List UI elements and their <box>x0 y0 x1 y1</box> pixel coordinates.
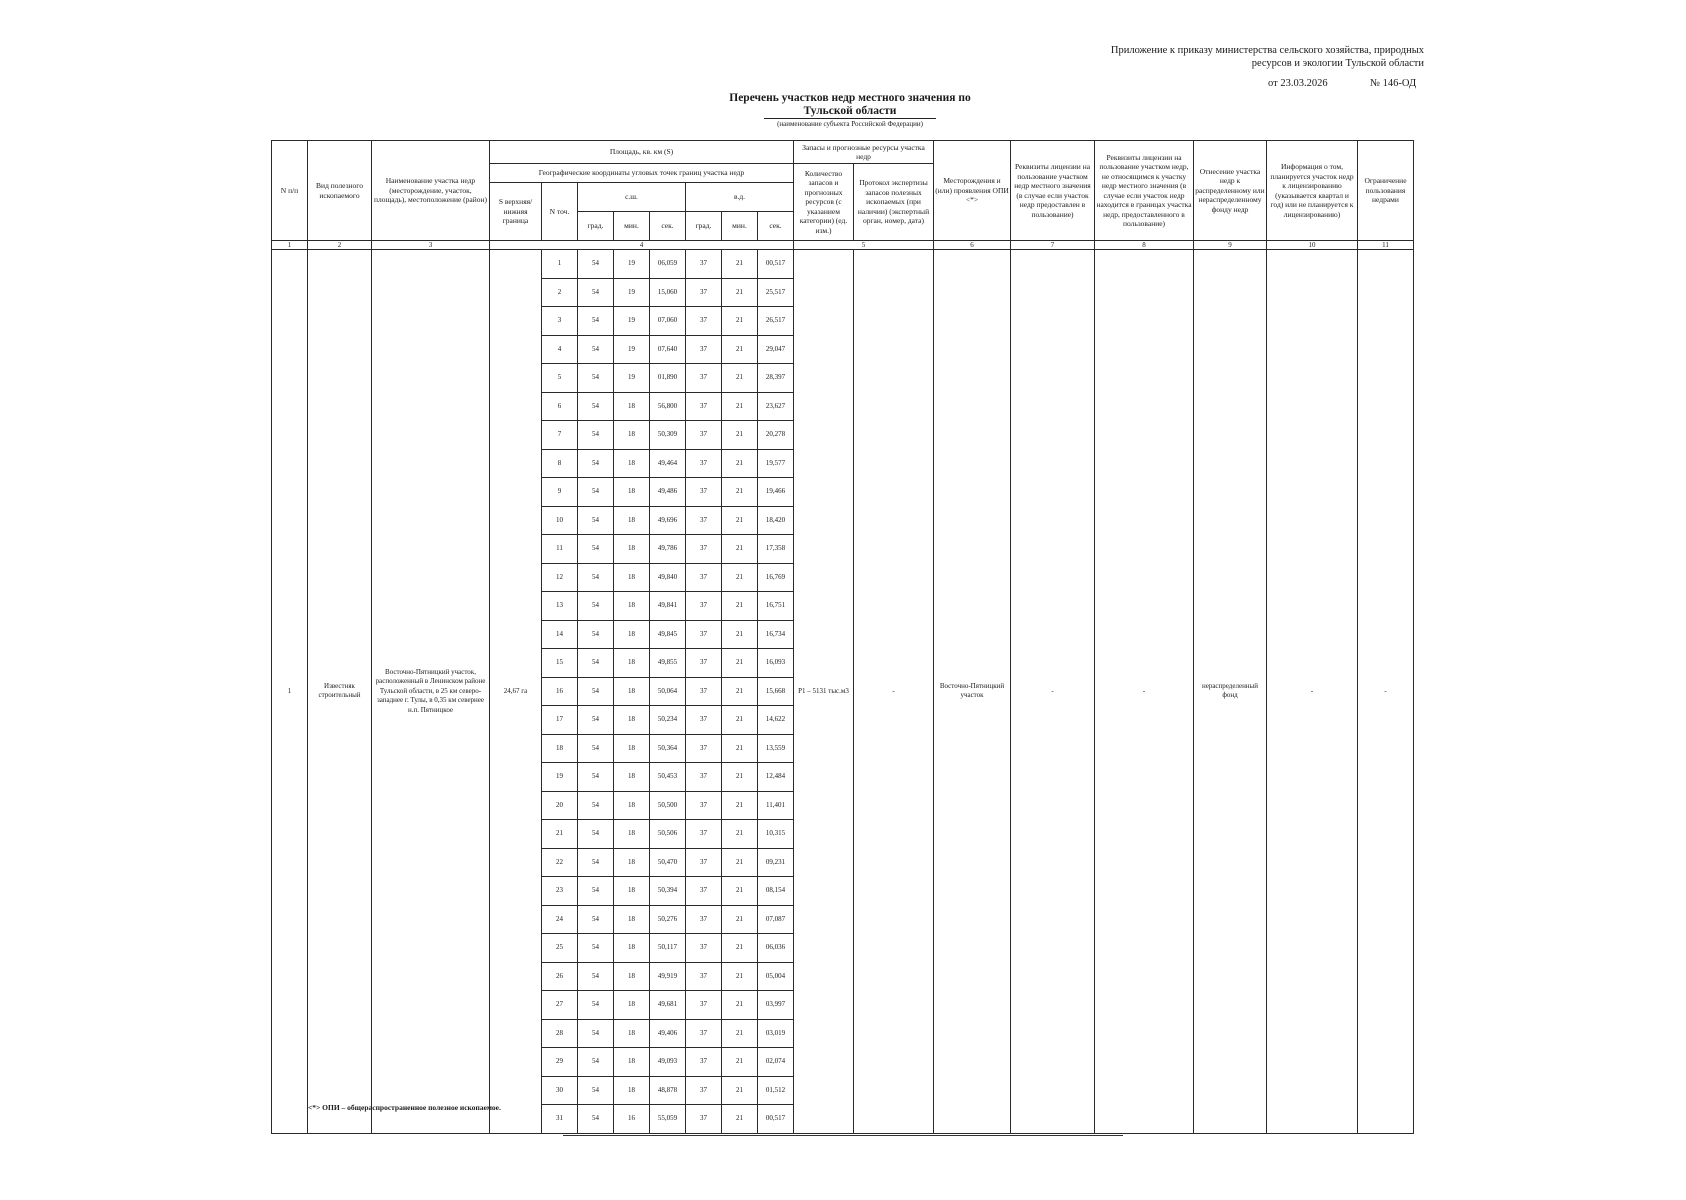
header-north-deg: град. <box>578 212 614 241</box>
point-number: 25 <box>542 934 578 963</box>
lon-sec: 19,466 <box>758 478 794 507</box>
lat-sec: 50,506 <box>650 820 686 849</box>
lon-deg: 37 <box>686 877 722 906</box>
record-deposits: Восточно-Пятницкий участок <box>934 250 1011 1134</box>
lat-sec: 49,486 <box>650 478 686 507</box>
lon-sec: 05,004 <box>758 962 794 991</box>
header-license-req: Реквизиты лицензии на пользование участком недр местного значения (в случае если участок недр предоставлен в пользование) <box>1011 141 1095 241</box>
lon-sec: 16,734 <box>758 620 794 649</box>
lon-sec: 13,559 <box>758 734 794 763</box>
point-number: 1 <box>542 250 578 279</box>
appendix-line-2: ресурсов и экологии Тульской области <box>1251 58 1424 69</box>
lon-deg: 37 <box>686 649 722 678</box>
lon-deg: 37 <box>686 763 722 792</box>
lon-sec: 01,512 <box>758 1076 794 1105</box>
header-fund: Отнесение участка недр к распределенному или нераспределенному фонду недр <box>1194 141 1267 241</box>
column-number: 1 <box>272 241 308 250</box>
lat-sec: 50,470 <box>650 848 686 877</box>
lat-sec: 49,855 <box>650 649 686 678</box>
point-number: 11 <box>542 535 578 564</box>
lat-deg: 54 <box>578 620 614 649</box>
lon-min: 21 <box>722 1076 758 1105</box>
point-number: 10 <box>542 506 578 535</box>
lat-min: 18 <box>614 848 650 877</box>
lat-deg: 54 <box>578 848 614 877</box>
lon-deg: 37 <box>686 307 722 336</box>
point-number: 28 <box>542 1019 578 1048</box>
lon-sec: 11,401 <box>758 791 794 820</box>
lon-sec: 03,997 <box>758 991 794 1020</box>
column-number: 2 <box>308 241 372 250</box>
order-number: № 146-ОД <box>1370 78 1417 89</box>
lon-sec: 14,622 <box>758 706 794 735</box>
column-number: 4 <box>490 241 794 250</box>
lat-sec: 48,878 <box>650 1076 686 1105</box>
title-line: Перечень участков недр местного значения по <box>729 92 971 104</box>
lon-min: 21 <box>722 791 758 820</box>
lat-deg: 54 <box>578 335 614 364</box>
point-number: 18 <box>542 734 578 763</box>
lat-deg: 54 <box>578 877 614 906</box>
lat-min: 18 <box>614 706 650 735</box>
lat-min: 18 <box>614 506 650 535</box>
lat-sec: 50,117 <box>650 934 686 963</box>
lon-sec: 28,397 <box>758 364 794 393</box>
record-protocol: - <box>854 250 934 1134</box>
lat-deg: 54 <box>578 250 614 279</box>
record-info: - <box>1267 250 1358 1134</box>
header-license-req-2: Реквизиты лицензии на пользование участком недр, не относящимся к участку недр местного значения (в случае если участок недр находится в границах участка недр, предоставленного в пользование) <box>1095 141 1194 241</box>
lon-sec: 09,231 <box>758 848 794 877</box>
lon-min: 21 <box>722 335 758 364</box>
column-number: 7 <box>1011 241 1095 250</box>
lon-min: 21 <box>722 278 758 307</box>
lat-sec: 06,059 <box>650 250 686 279</box>
point-number: 15 <box>542 649 578 678</box>
lat-deg: 54 <box>578 535 614 564</box>
lon-min: 21 <box>722 991 758 1020</box>
lon-deg: 37 <box>686 278 722 307</box>
lon-sec: 29,047 <box>758 335 794 364</box>
lat-sec: 49,841 <box>650 592 686 621</box>
lat-sec: 49,919 <box>650 962 686 991</box>
header-reserves: Запасы и прогнозные ресурсы участка недр <box>794 141 934 164</box>
point-number: 29 <box>542 1048 578 1077</box>
lon-deg: 37 <box>686 506 722 535</box>
point-number: 7 <box>542 421 578 450</box>
lat-deg: 54 <box>578 1076 614 1105</box>
header-north-min: мин. <box>614 212 650 241</box>
lat-sec: 49,696 <box>650 506 686 535</box>
lat-min: 18 <box>614 905 650 934</box>
lat-deg: 54 <box>578 791 614 820</box>
lat-min: 18 <box>614 649 650 678</box>
point-number: 5 <box>542 364 578 393</box>
lat-sec: 15,060 <box>650 278 686 307</box>
lon-sec: 10,315 <box>758 820 794 849</box>
point-number: 22 <box>542 848 578 877</box>
lat-deg: 54 <box>578 592 614 621</box>
point-number: 23 <box>542 877 578 906</box>
lat-min: 19 <box>614 250 650 279</box>
header-quantity: Количество запасов и прогнозных ресурсов (с указанием категории) (ед. изм.) <box>794 164 854 241</box>
lon-deg: 37 <box>686 364 722 393</box>
lon-min: 21 <box>722 677 758 706</box>
lat-deg: 54 <box>578 820 614 849</box>
lon-deg: 37 <box>686 820 722 849</box>
lon-sec: 20,278 <box>758 421 794 450</box>
lat-sec: 49,093 <box>650 1048 686 1077</box>
record-restriction: - <box>1358 250 1414 1134</box>
header-info: Информация о том, планируется участок недр к лицензированию (указывается квартал и год) или не планируется к лицензированию) <box>1267 141 1358 241</box>
lat-deg: 54 <box>578 763 614 792</box>
lon-min: 21 <box>722 905 758 934</box>
lat-sec: 50,064 <box>650 677 686 706</box>
column-number: 3 <box>372 241 490 250</box>
lon-min: 21 <box>722 250 758 279</box>
lat-sec: 49,464 <box>650 449 686 478</box>
lat-deg: 54 <box>578 421 614 450</box>
subsoil-sites-table <box>271 140 1414 1134</box>
point-number: 21 <box>542 820 578 849</box>
point-number: 3 <box>542 307 578 336</box>
lat-deg: 54 <box>578 734 614 763</box>
lon-sec: 07,087 <box>758 905 794 934</box>
lon-sec: 17,358 <box>758 535 794 564</box>
point-number: 4 <box>542 335 578 364</box>
lat-min: 19 <box>614 335 650 364</box>
lat-min: 18 <box>614 820 650 849</box>
record-area: 24,67 га <box>490 250 542 1134</box>
lon-min: 21 <box>722 1105 758 1134</box>
lat-deg: 54 <box>578 934 614 963</box>
document-title <box>590 92 1110 129</box>
lon-min: 21 <box>722 421 758 450</box>
lon-deg: 37 <box>686 335 722 364</box>
lat-deg: 54 <box>578 706 614 735</box>
lat-min: 18 <box>614 962 650 991</box>
header-site-name: Наименование участка недр (месторождение, участок, площадь), местоположение (район) <box>372 141 490 241</box>
header-s-bottom: S верхняя/ нижняя граница <box>490 183 542 241</box>
lon-deg: 37 <box>686 392 722 421</box>
point-number: 12 <box>542 563 578 592</box>
lat-deg: 54 <box>578 506 614 535</box>
lat-sec: 50,364 <box>650 734 686 763</box>
lat-sec: 07,640 <box>650 335 686 364</box>
lon-deg: 37 <box>686 535 722 564</box>
header-deposits: Месторождения и (или) проявления ОПИ <*> <box>934 141 1011 241</box>
lon-sec: 16,769 <box>758 563 794 592</box>
lon-min: 21 <box>722 706 758 735</box>
lat-min: 18 <box>614 535 650 564</box>
footnote: <*> ОПИ – общераспространенное полезное ископаемое. <box>308 1103 501 1112</box>
lat-sec: 50,234 <box>650 706 686 735</box>
lat-min: 18 <box>614 677 650 706</box>
lat-deg: 54 <box>578 649 614 678</box>
lat-min: 18 <box>614 478 650 507</box>
lon-min: 21 <box>722 734 758 763</box>
lon-sec: 25,517 <box>758 278 794 307</box>
column-number: 5 <box>794 241 934 250</box>
point-number: 26 <box>542 962 578 991</box>
lon-sec: 06,036 <box>758 934 794 963</box>
lat-deg: 54 <box>578 278 614 307</box>
lat-deg: 54 <box>578 478 614 507</box>
lat-min: 19 <box>614 278 650 307</box>
lon-sec: 00,517 <box>758 1105 794 1134</box>
lon-sec: 16,751 <box>758 592 794 621</box>
lon-deg: 37 <box>686 734 722 763</box>
lon-deg: 37 <box>686 1019 722 1048</box>
record-mineral-type: Известняк строительный <box>308 250 372 1134</box>
lon-min: 21 <box>722 535 758 564</box>
lon-sec: 18,420 <box>758 506 794 535</box>
lat-min: 18 <box>614 421 650 450</box>
lat-sec: 56,800 <box>650 392 686 421</box>
lon-sec: 23,627 <box>758 392 794 421</box>
lat-sec: 49,681 <box>650 991 686 1020</box>
lon-min: 21 <box>722 478 758 507</box>
column-number: 10 <box>1267 241 1358 250</box>
lon-min: 21 <box>722 506 758 535</box>
lat-deg: 54 <box>578 364 614 393</box>
lon-min: 21 <box>722 1048 758 1077</box>
column-number: 9 <box>1194 241 1267 250</box>
point-number: 31 <box>542 1105 578 1134</box>
lon-min: 21 <box>722 1019 758 1048</box>
lon-deg: 37 <box>686 1076 722 1105</box>
lon-deg: 37 <box>686 620 722 649</box>
lat-deg: 54 <box>578 1105 614 1134</box>
lon-min: 21 <box>722 848 758 877</box>
column-number: 6 <box>934 241 1011 250</box>
lat-min: 16 <box>614 1105 650 1134</box>
lat-deg: 54 <box>578 563 614 592</box>
lat-deg: 54 <box>578 449 614 478</box>
point-number: 13 <box>542 592 578 621</box>
point-number: 9 <box>542 478 578 507</box>
lat-sec: 49,406 <box>650 1019 686 1048</box>
lon-deg: 37 <box>686 592 722 621</box>
point-number: 27 <box>542 991 578 1020</box>
lon-deg: 37 <box>686 563 722 592</box>
lat-sec: 50,500 <box>650 791 686 820</box>
lat-sec: 50,276 <box>650 905 686 934</box>
lat-deg: 54 <box>578 962 614 991</box>
lon-sec: 15,668 <box>758 677 794 706</box>
lon-min: 21 <box>722 934 758 963</box>
lat-deg: 54 <box>578 991 614 1020</box>
appendix-header <box>1111 44 1424 70</box>
order-reference <box>1268 78 1417 89</box>
lon-sec: 03,019 <box>758 1019 794 1048</box>
lat-sec: 50,309 <box>650 421 686 450</box>
header-area: Площадь, кв. км (S) <box>490 141 794 164</box>
header-north: с.ш. <box>578 183 686 212</box>
lat-min: 18 <box>614 449 650 478</box>
lon-sec: 12,484 <box>758 763 794 792</box>
lon-min: 21 <box>722 649 758 678</box>
point-number: 20 <box>542 791 578 820</box>
lon-min: 21 <box>722 877 758 906</box>
lon-deg: 37 <box>686 421 722 450</box>
point-number: 30 <box>542 1076 578 1105</box>
header-east-min: мин. <box>722 212 758 241</box>
lat-min: 18 <box>614 734 650 763</box>
column-number: 11 <box>1358 241 1414 250</box>
lat-sec: 49,840 <box>650 563 686 592</box>
lon-min: 21 <box>722 820 758 849</box>
header-protocol: Протокол экспертизы запасов полезных ископаемых (при наличии) (экспертный орган, номер, дата) <box>854 164 934 241</box>
title-subject: Тульской области <box>764 105 937 119</box>
point-number: 16 <box>542 677 578 706</box>
lat-sec: 55,059 <box>650 1105 686 1134</box>
lat-min: 18 <box>614 934 650 963</box>
point-number: 8 <box>542 449 578 478</box>
lat-sec: 49,845 <box>650 620 686 649</box>
lon-min: 21 <box>722 763 758 792</box>
lat-min: 18 <box>614 791 650 820</box>
lat-min: 18 <box>614 1076 650 1105</box>
lon-deg: 37 <box>686 991 722 1020</box>
header-coords: Географические координаты угловых точек границ участка недр <box>490 164 794 183</box>
point-number: 14 <box>542 620 578 649</box>
header-mineral-type: Вид полезного ископаемого <box>308 141 372 241</box>
lon-sec: 19,577 <box>758 449 794 478</box>
lon-sec: 02,074 <box>758 1048 794 1077</box>
lat-deg: 54 <box>578 307 614 336</box>
lon-deg: 37 <box>686 962 722 991</box>
record-fund: нераспределенный фонд <box>1194 250 1267 1134</box>
lat-min: 18 <box>614 592 650 621</box>
header-n: N п/п <box>272 141 308 241</box>
header-east-deg: град. <box>686 212 722 241</box>
lat-min: 18 <box>614 877 650 906</box>
lon-sec: 08,154 <box>758 877 794 906</box>
lat-min: 18 <box>614 392 650 421</box>
lon-min: 21 <box>722 364 758 393</box>
lon-min: 21 <box>722 392 758 421</box>
column-number: 8 <box>1095 241 1194 250</box>
lat-min: 19 <box>614 364 650 393</box>
header-east-sec: сек. <box>758 212 794 241</box>
lon-deg: 37 <box>686 934 722 963</box>
lon-sec: 00,517 <box>758 250 794 279</box>
lat-deg: 54 <box>578 1048 614 1077</box>
lon-deg: 37 <box>686 905 722 934</box>
record-n: 1 <box>272 250 308 1134</box>
lon-min: 21 <box>722 962 758 991</box>
record-license-req: - <box>1011 250 1095 1134</box>
lat-sec: 50,394 <box>650 877 686 906</box>
lon-deg: 37 <box>686 478 722 507</box>
lat-sec: 01,890 <box>650 364 686 393</box>
coordinate-row <box>272 250 1414 279</box>
record-quantity: P1 – 5131 тыс.м3 <box>794 250 854 1134</box>
lon-deg: 37 <box>686 1048 722 1077</box>
header-east: в.д. <box>686 183 794 212</box>
point-number: 17 <box>542 706 578 735</box>
lon-deg: 37 <box>686 250 722 279</box>
point-number: 6 <box>542 392 578 421</box>
order-date: от 23.03.2026 <box>1268 78 1328 89</box>
lat-deg: 54 <box>578 392 614 421</box>
lat-sec: 49,786 <box>650 535 686 564</box>
lon-min: 21 <box>722 592 758 621</box>
title-note: (наименование субъекта Российской Федерации) <box>777 120 923 128</box>
header-restriction: Ограничение пользования недрами <box>1358 141 1414 241</box>
point-number: 24 <box>542 905 578 934</box>
lat-deg: 54 <box>578 677 614 706</box>
lat-deg: 54 <box>578 905 614 934</box>
lon-deg: 37 <box>686 449 722 478</box>
lon-min: 21 <box>722 449 758 478</box>
lat-min: 18 <box>614 563 650 592</box>
lon-sec: 26,517 <box>758 307 794 336</box>
bottom-divider <box>563 1135 1123 1136</box>
lon-deg: 37 <box>686 1105 722 1134</box>
record-site-name: Восточно-Пятницкий участок, расположенный в Ленинском районе Тульской области, в 25 км северо-западнее г. Тулы, в 0,35 км севернее н.п. Пятницкое <box>372 250 490 1134</box>
lon-deg: 37 <box>686 677 722 706</box>
lat-min: 18 <box>614 991 650 1020</box>
lon-deg: 37 <box>686 848 722 877</box>
lat-min: 19 <box>614 307 650 336</box>
lon-deg: 37 <box>686 706 722 735</box>
lon-min: 21 <box>722 307 758 336</box>
point-number: 2 <box>542 278 578 307</box>
lat-sec: 07,060 <box>650 307 686 336</box>
lat-min: 18 <box>614 763 650 792</box>
record-license-req-2: - <box>1095 250 1194 1134</box>
lat-deg: 54 <box>578 1019 614 1048</box>
lon-sec: 16,093 <box>758 649 794 678</box>
lon-min: 21 <box>722 620 758 649</box>
lon-deg: 37 <box>686 791 722 820</box>
lon-min: 21 <box>722 563 758 592</box>
appendix-line-1: Приложение к приказу министерства сельского хозяйства, природных <box>1110 45 1424 56</box>
lat-min: 18 <box>614 1048 650 1077</box>
lat-min: 18 <box>614 620 650 649</box>
point-number: 19 <box>542 763 578 792</box>
header-point-no: N точ. <box>542 183 578 241</box>
lat-sec: 50,453 <box>650 763 686 792</box>
header-north-sec: сек. <box>650 212 686 241</box>
lat-min: 18 <box>614 1019 650 1048</box>
